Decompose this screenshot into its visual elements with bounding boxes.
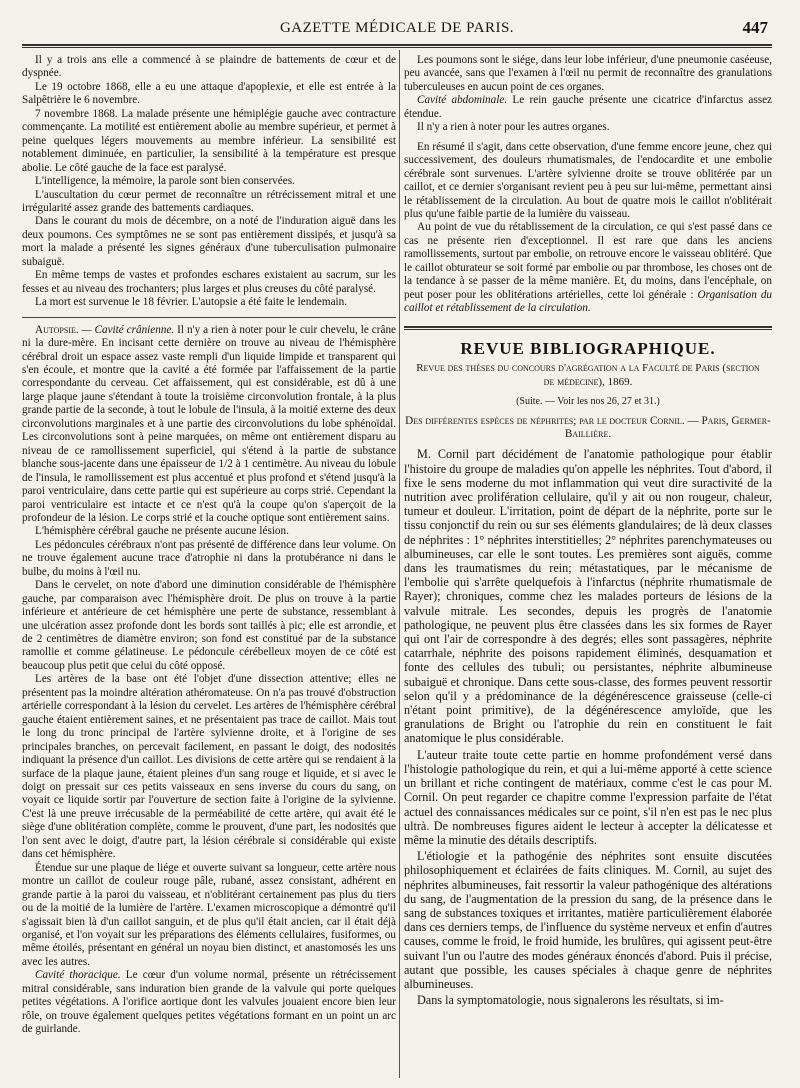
paragraph: En même temps de vastes et profondes eschares existaient au sacrum, sur les fesses et au niveau des trochanters; plus larges et plus creuses du côté paralysé. xyxy=(22,269,396,295)
paragraph: Dans la symptomatologie, nous signalerons les résultats, si im- xyxy=(417,993,724,1008)
paragraph: 7 novembre 1868. La malade présente une hémiplégie gauche avec contracture commençante. La motilité est entièrement abolie au membre supérieur, et permet à peine quelques légers mouvements au membre inférieur. La sensibilité est notablement diminuée, en particulier, la sensibilité à la température est presque abolie. Le côté gauche de la face est paralysé. xyxy=(22,107,396,174)
summary-text: Au point de vue du rétablissement de la circulation, ce qui s'est passé dans ce cas ne présente rien d'exceptionnel. Il est rare que dans les anciens ramollissements, surtout par embolie, on retrouve encore le vaisseau oblitéré. Que le caillot obturateur se soit formé par embolie ou par thrombose, les choses ont de la tendance à se passer de la même manière. Et, du moins, dans l'encéphale, on peut poser pour les oblitérations artérielles, cette loi générale : xyxy=(404,221,772,301)
header-rule xyxy=(22,44,772,48)
abdominal-paragraph xyxy=(404,94,772,121)
paragraph: Le 19 octobre 1868, elle a eu une attaque d'apoplexie, et elle est entrée à la Salpêtrière le 6 novembre. xyxy=(22,80,396,107)
paragraph: Les poumons sont le siége, dans leur lobe inférieur, d'une pneumonie caséeuse, peu avancée, sans que l'examen à l'œil nu permit de reconnaître des granulations tuberculeuses en aucun point de ces organes. xyxy=(404,54,772,93)
paragraph: L'hémisphère cérébral gauche ne présente aucune lésion. xyxy=(35,525,289,538)
section-title: REVUE BIBLIOGRAPHIQUE. xyxy=(460,338,716,358)
paragraph: L'étiologie et la pathogénie des néphrites sont ensuite discutées philosophiquement et éclairées de faits cliniques. M. Cornil, au sujet des néphrites albumineuses, fait ressortir la valeur pathogénique des altérations du sang, de l'augmentation de la pression du sang, de la présence dans le sang de substances toxiques et irritantes, matière particulièrement élaborée dans ces derniers temps, de l'influence du système nerveux et enfin d'autres causes, comme le froid, le froid humide, les brulûres, qui agissent peut-être suivant l'un ou l'autre des modes généraux énoncés d'abord. Puis il précise, autant que possible, les causes spéciales à chaque genre de néphrites albumineuses. xyxy=(404,849,772,991)
section-rule xyxy=(22,317,396,318)
paragraph: Dans le courant du mois de décembre, on a noté de l'induration aiguë dans les deux poumons. Ces symptômes ne se sont pas entièrement dissipés, et jusqu'à sa mort la malade a présenté les signes généraux d'une tuberculisation pulmonaire subaiguë. xyxy=(22,215,396,268)
autopsy-label: Autopsie. xyxy=(35,323,79,336)
suite-note: (Suite. — Voir les nos 26, 27 et 31.) xyxy=(516,396,660,408)
paragraph: La mort est survenue le 18 février. L'autopsie a été faite le lendemain. xyxy=(35,296,348,309)
paragraph: L'auteur traite toute cette partie en homme profondément versé dans l'histologie pathologique du rein, et qui a lui-même apporté à cette science un brillant et riche contingent de matériaux, comme c'est le cas pour M. Cornil. On peut regarder ce chapitre comme l'expression parfaite de l'état actuel des connaissances médicales sur ce point, s'il n'en est pas le nec plus ultrà. De nombreuses figures aident le lecteur à accepter la délicatesse et même la minutie des détails descriptifs. xyxy=(404,747,772,847)
column-divider xyxy=(399,50,400,1078)
section-subtitle: Revue des thèses du concours d'agrégation a la Faculté de Paris (section de médecine), 1869. xyxy=(416,362,760,389)
autopsy-paragraph xyxy=(22,324,396,526)
page-number: 447 xyxy=(742,18,768,37)
page-header xyxy=(22,18,772,42)
paragraph: En résumé il s'agit, dans cette observation, d'une femme encore jeune, chez qui successivement, des douleurs rhumatismales, de l'endocardite et une embolie cérébrale sont survenues. L'artère sylvienne droite se trouve oblitérée par un caillot, et ce dernier s'organisant revient peu à peu sur lui-même, permettant ainsi le rétablissement de la circulation. Au bout de quatre mois le caillot n'oblitérait plus qu'une faible partie de la lumière du vaisseau. xyxy=(404,140,772,220)
paragraph: Dans le cervelet, on note d'abord une diminution considérable de l'hémisphère gauche, par comparaison avec l'hémisphère droit. De plus on trouve à la partie inférieure et antérieure de cet hémisphère une perte de substance, ressemblant à une ulcération assez profonde dont les bords sont taillés à pic; elle est arrondie, et de 2 centimètres de diamètre environ; son fond est constitué par de la substance ramollie et comme gélatineuse. Le pédoncule cérébelleux moyen de ce côté est beaucoup plus petit que celui du côté opposé. xyxy=(22,579,396,672)
section-rule xyxy=(404,326,772,330)
review-body xyxy=(404,447,772,1007)
thoracic-heading: Cavité thoracique. xyxy=(35,969,121,982)
abdominal-text: Le rein gauche présente une cicatrice d'infarctus assez étendue. xyxy=(404,94,772,120)
paragraph: Il y a trois ans elle a commencé à se plaindre de battements de cœur et de dyspnée. xyxy=(22,54,396,80)
abdominal-heading: Cavité abdominale. xyxy=(417,94,508,107)
left-column xyxy=(22,54,396,1082)
thoracic-text: Le cœur d'un volume normal, présente un rétrécissement mitral considérable, sans induration bien grande de la valvule qui porte quelques petites végétations. A l'orifice aortique dont les valvules jouaient encore bien leur rôle, on trouve également quelques petites végétations formant en un point un arc de guirlande. xyxy=(22,969,396,1036)
paragraph: Les artères de la base ont été l'objet d'une dissection attentive; elles ne présentent pas la moindre altération athéromateuse. On n'a pas trouvé d'obstruction artérielle correspondant à la lésion du cervelet. Les artères de l'hémisphère cérébral gauche étaient entièrement saines, et ne présentaient pas trace de caillot. Mais tout le long du tronc principal de l'artère sylvienne droite, et à l'origine de ses principales branches, on percevait facilement, en passant le doigt, des nodosités indiquant la présence d'un caillot. Les divisions de cette artère qui se rendaient à la surface de la plaque jaune, étaient pleines d'un sang rouge et liquide, et si avec le doigt on pressait sur ces petits vaisseaux en sens inverse du cours du sang, on voyait ce liquide sortir par l'ouverture de section faite à l'origine de la sylvienne. C'est là une preuve irrécusable de la perméabilité de cette artère, qui avait été le siège d'une oblitération complète, comme le prouvent, d'une part, les nodosités que l'on sent avec le doigt, d'autre part, la lésion cérébrale si considérable qui existe dans cet hémisphère. xyxy=(22,673,396,861)
summary-law: Organisation du caillot et rétablissement de la circulation. xyxy=(404,288,772,315)
paragraph: Étendue sur une plaque de liége et ouverte suivant sa longueur, cette artère nous montre un caillot de couleur rouge pâle, rubané, assez consistant, adhérent en grande partie à la paroi du vaisseau, et n'oblitérant certainement pas plus du tiers ou de la moitié de la lumière de l'artère. L'examen microscopique a démontré qu'il s'agissait bien là d'un caillot sanguin, et de plus qu'il était ancien, car il était déjà organisé, et l'on voyait sur les préparations des éléments cellulaires, fusiformes, ou même étoilés, présentant en général un noyau bien distinct, et anastomosés les uns avec les autres. xyxy=(22,861,396,968)
book-title: Des différentes espèces de néphrites; par le docteur Cornil. — Paris, Germer-Baillière. xyxy=(405,414,771,440)
paragraph: Les pédoncules cérébraux n'ont pas présenté de différence dans leur volume. On ne trouve également aucune trace d'atrophie ni dans la protubérance ni dans le bulbe, du moins à l'œil nu. xyxy=(22,538,396,578)
right-column xyxy=(404,54,772,1082)
journal-title: GAZETTE MÉDICALE DE PARIS. xyxy=(279,20,515,36)
thoracic-paragraph xyxy=(22,969,396,1036)
paragraph: L'intelligence, la mémoire, la parole sont bien conservées. xyxy=(35,175,295,188)
autopsy-text: Il n'y a rien à noter pour le cuir chevelu, le crâne ni la dure-mère. En incisant cette dernière on trouve au niveau de l'hémisphère cérébral droit un espace assez vaste rempli d'un liquide limpide et transparent qui s'en écoule, et montre que la cavité a été formée par l'affaissement de la partie correspondante du cerveau. Cet affaissement, qui est considérable, est dû à une large plaque jaune s'étendant à toute la troisième circonvolution frontale, à la plus grande partie de la seconde, à tout le lobule de l'insula, à la moitié externe des deux circonvolutions marginales et à une partie des circonvolutions du lobe sphénoïdal. Les circonvolutions sont à peine marquées, on même ont entièrement disparu au niveau de ce ramollissement superficiel, qui s'étend à la partie de substance blanche sous-jacente dans une épaisseur de 1/2 à 1 centimètre. Au niveau du lobule de l'insula, le ramollissement est plus accentué et plus profond et s'étend jusqu'à la paroi ventriculaire, dans cette partie qui est supérieure au corps strié. Cependant la paroi ventriculaire est intacte et ce n'est qu'à la coupe qu'on s'aperçoit de la profondeur de la lésion. Le corps strié et la couche optique sont entièrement sains. xyxy=(22,323,396,524)
autopsy-heading: — Cavité crânienne. xyxy=(81,323,175,336)
paragraph: L'auscultation du cœur permet de reconnaître un rétrécissement mitral et une irrégularité assez grande des battements cardiaques. xyxy=(22,188,396,214)
paragraph: Il n'y a rien à noter pour les autres organes. xyxy=(417,121,610,134)
paragraph: M. Cornil part décidément de l'anatomie pathologique pour établir l'histoire du groupe de maladies qu'on appelle les néphrites. Tout d'abord, il fixe le sens moderne du mot inflammation qui veut dire suractivité de la nutrition avec prolifération cellulaire, qu'il y ait ou non rougeur, chaleur, tumeur et douleur. L'irritation, point de départ de la néphrite, porte sur le tissu conjonctif du rein ou sur ses éléments glandulaires; de là deux classes de néphrites : 1° néphrites interstitielles; 2° néphrites parenchymateuses ou albumineuses, car elle le sont toutes. Les premières sont aiguës, comme dans les traumatismes du rein; métastatiques, par le mécanisme de l'embolie qui s'arrête quelquefois à l'infarctus (néphrite rhumatismale de Rayer); chroniques, comme chez les malades porteurs de lésions de la valvule mitrale. Les secondes, depuis les progrès de l'anatomie pathologique, ne peuvent plus être classées dans les six formes de Rayer qui ont l'air de correspondre à des degrés; elles sont passagères, néphrite catarrhale, néphrite des poisons rapidement éliminés, desquamation et fonte des cellules des tubuli; ou persistantes, néphrite albumineuse subaiguë et chronique. Dans cette sous-classe, des formes peuvent ressortir selon qu'il y a prédominance de la dégénérescence graisseuse (celle-ci n'étant point primitive), de la dégénérescence amyloïde, que les granulations de Bright ou l'atrophie du rein en constituent le fait anatomique le plus considérable. xyxy=(404,447,772,746)
summary-law-paragraph xyxy=(404,221,772,315)
